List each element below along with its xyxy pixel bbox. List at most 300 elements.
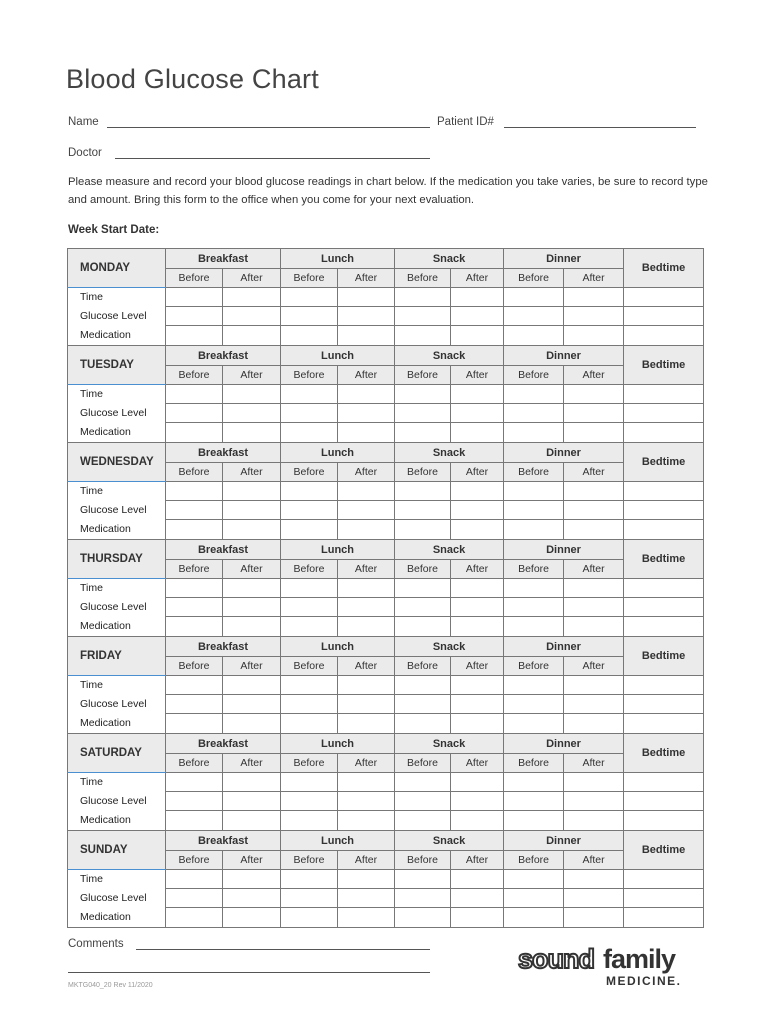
entry-cell[interactable] [504, 482, 564, 501]
table-row [68, 520, 704, 540]
doctor-field[interactable] [115, 158, 430, 159]
entry-cell[interactable] [451, 288, 504, 307]
bedtime-header: Bedtime [624, 346, 704, 385]
entry-cell[interactable] [451, 870, 504, 889]
entry-cell[interactable] [504, 792, 564, 811]
entry-cell[interactable] [451, 326, 504, 346]
table-row [68, 617, 704, 637]
entry-cell[interactable] [281, 773, 338, 792]
table-row [68, 889, 704, 908]
entry-cell[interactable] [564, 870, 624, 889]
entry-cell[interactable] [395, 617, 451, 637]
entry-cell[interactable] [166, 811, 223, 831]
entry-cell[interactable] [395, 423, 451, 443]
entry-cell[interactable] [166, 520, 223, 540]
entry-cell[interactable] [451, 676, 504, 695]
meal-header-breakfast: Breakfast [166, 637, 281, 657]
day-label: THURSDAY [68, 540, 166, 579]
entry-cell[interactable] [395, 695, 451, 714]
entry-cell[interactable] [281, 482, 338, 501]
row-label-medication: Medication [68, 908, 166, 928]
entry-cell[interactable] [166, 385, 223, 404]
name-field[interactable] [107, 127, 430, 128]
entry-cell[interactable] [166, 288, 223, 307]
entry-cell[interactable] [504, 404, 564, 423]
entry-cell[interactable] [624, 617, 704, 637]
after-header: After [223, 269, 281, 288]
table-row [68, 326, 704, 346]
entry-cell[interactable] [564, 908, 624, 928]
entry-cell[interactable] [564, 792, 624, 811]
entry-cell[interactable] [338, 889, 395, 908]
after-header: After [338, 657, 395, 676]
before-header: Before [281, 269, 338, 288]
before-header: Before [281, 851, 338, 870]
entry-cell[interactable] [223, 676, 281, 695]
after-header: After [564, 754, 624, 773]
entry-cell[interactable] [166, 617, 223, 637]
after-header: After [338, 851, 395, 870]
entry-cell[interactable] [624, 579, 704, 598]
entry-cell[interactable] [451, 598, 504, 617]
glucose-table [67, 248, 704, 928]
entry-cell[interactable] [281, 288, 338, 307]
entry-cell[interactable] [564, 307, 624, 326]
entry-cell[interactable] [166, 676, 223, 695]
after-header: After [564, 463, 624, 482]
after-header: After [223, 366, 281, 385]
meal-header-snack: Snack [395, 734, 504, 754]
entry-cell[interactable] [451, 385, 504, 404]
entry-cell[interactable] [624, 811, 704, 831]
patient-id-field[interactable] [504, 127, 696, 128]
entry-cell[interactable] [395, 482, 451, 501]
entry-cell[interactable] [281, 307, 338, 326]
entry-cell[interactable] [338, 288, 395, 307]
entry-cell[interactable] [223, 598, 281, 617]
entry-cell[interactable] [338, 423, 395, 443]
entry-cell[interactable] [166, 870, 223, 889]
entry-cell[interactable] [166, 714, 223, 734]
row-label-medication: Medication [68, 811, 166, 831]
entry-cell[interactable] [395, 288, 451, 307]
entry-cell[interactable] [504, 811, 564, 831]
after-header: After [451, 657, 504, 676]
after-header: After [451, 269, 504, 288]
after-header: After [451, 851, 504, 870]
entry-cell[interactable] [564, 579, 624, 598]
table-row [68, 385, 704, 404]
meal-header-dinner: Dinner [504, 734, 624, 754]
entry-cell[interactable] [223, 520, 281, 540]
day-header-row [68, 249, 704, 269]
entry-cell[interactable] [624, 307, 704, 326]
entry-cell[interactable] [395, 404, 451, 423]
entry-cell[interactable] [624, 773, 704, 792]
sound-family-medicine-logo [518, 940, 708, 992]
entry-cell[interactable] [504, 423, 564, 443]
entry-cell[interactable] [504, 288, 564, 307]
doctor-label: Doctor [68, 147, 102, 159]
bedtime-header: Bedtime [624, 637, 704, 676]
entry-cell[interactable] [451, 617, 504, 637]
entry-cell[interactable] [451, 792, 504, 811]
entry-cell[interactable] [223, 870, 281, 889]
entry-cell[interactable] [395, 307, 451, 326]
entry-cell[interactable] [624, 908, 704, 928]
table-row [68, 598, 704, 617]
entry-cell[interactable] [338, 792, 395, 811]
entry-cell[interactable] [395, 326, 451, 346]
entry-cell[interactable] [281, 423, 338, 443]
bedtime-header: Bedtime [624, 734, 704, 773]
before-header: Before [504, 366, 564, 385]
page-title: Blood Glucose Chart [66, 64, 319, 94]
entry-cell[interactable] [223, 501, 281, 520]
before-header: Before [504, 463, 564, 482]
entry-cell[interactable] [281, 792, 338, 811]
before-header: Before [281, 366, 338, 385]
entry-cell[interactable] [395, 908, 451, 928]
entry-cell[interactable] [166, 579, 223, 598]
entry-cell[interactable] [504, 695, 564, 714]
entry-cell[interactable] [338, 695, 395, 714]
entry-cell[interactable] [624, 695, 704, 714]
entry-cell[interactable] [281, 326, 338, 346]
entry-cell[interactable] [504, 598, 564, 617]
entry-cell[interactable] [504, 714, 564, 734]
after-header: After [451, 560, 504, 579]
entry-cell[interactable] [564, 695, 624, 714]
entry-cell[interactable] [451, 579, 504, 598]
entry-cell[interactable] [338, 617, 395, 637]
entry-cell[interactable] [223, 326, 281, 346]
entry-cell[interactable] [338, 811, 395, 831]
entry-cell[interactable] [338, 520, 395, 540]
entry-cell[interactable] [223, 579, 281, 598]
before-header: Before [504, 560, 564, 579]
entry-cell[interactable] [624, 288, 704, 307]
meal-header-lunch: Lunch [281, 443, 395, 463]
meal-header-dinner: Dinner [504, 443, 624, 463]
entry-cell[interactable] [338, 870, 395, 889]
entry-cell[interactable] [223, 792, 281, 811]
entry-cell[interactable] [451, 908, 504, 928]
row-label-medication: Medication [68, 423, 166, 443]
entry-cell[interactable] [451, 423, 504, 443]
comments-field[interactable] [136, 949, 430, 950]
entry-cell[interactable] [624, 598, 704, 617]
after-header: After [564, 560, 624, 579]
entry-cell[interactable] [338, 714, 395, 734]
day-label: SUNDAY [68, 831, 166, 870]
entry-cell[interactable] [281, 501, 338, 520]
entry-cell[interactable] [564, 326, 624, 346]
entry-cell[interactable] [166, 889, 223, 908]
entry-cell[interactable] [281, 676, 338, 695]
entry-cell[interactable] [504, 617, 564, 637]
entry-cell[interactable] [338, 598, 395, 617]
entry-cell[interactable] [395, 773, 451, 792]
before-header: Before [166, 560, 223, 579]
entry-cell[interactable] [223, 773, 281, 792]
entry-cell[interactable] [166, 501, 223, 520]
entry-cell[interactable] [564, 385, 624, 404]
comments-field-line-2[interactable] [68, 972, 430, 973]
row-label-time: Time [68, 288, 166, 307]
entry-cell[interactable] [624, 792, 704, 811]
entry-cell[interactable] [166, 423, 223, 443]
entry-cell[interactable] [451, 404, 504, 423]
before-header: Before [166, 366, 223, 385]
entry-cell[interactable] [223, 288, 281, 307]
entry-cell[interactable] [624, 482, 704, 501]
day-header-row [68, 831, 704, 851]
entry-cell[interactable] [281, 579, 338, 598]
table-row [68, 792, 704, 811]
entry-cell[interactable] [451, 889, 504, 908]
bedtime-header: Bedtime [624, 540, 704, 579]
entry-cell[interactable] [624, 501, 704, 520]
meal-header-breakfast: Breakfast [166, 831, 281, 851]
entry-cell[interactable] [624, 676, 704, 695]
meal-header-snack: Snack [395, 249, 504, 269]
entry-cell[interactable] [395, 579, 451, 598]
meal-header-dinner: Dinner [504, 346, 624, 366]
entry-cell[interactable] [223, 889, 281, 908]
before-header: Before [395, 754, 451, 773]
entry-cell[interactable] [223, 811, 281, 831]
entry-cell[interactable] [624, 714, 704, 734]
entry-cell[interactable] [223, 695, 281, 714]
before-header: Before [395, 560, 451, 579]
entry-cell[interactable] [223, 617, 281, 637]
entry-cell[interactable] [451, 695, 504, 714]
before-header: Before [166, 851, 223, 870]
entry-cell[interactable] [564, 617, 624, 637]
entry-cell[interactable] [395, 385, 451, 404]
entry-cell[interactable] [166, 792, 223, 811]
entry-cell[interactable] [624, 870, 704, 889]
entry-cell[interactable] [564, 714, 624, 734]
entry-cell[interactable] [281, 520, 338, 540]
entry-cell[interactable] [504, 773, 564, 792]
entry-cell[interactable] [281, 714, 338, 734]
meal-header-snack: Snack [395, 443, 504, 463]
entry-cell[interactable] [223, 714, 281, 734]
entry-cell[interactable] [624, 404, 704, 423]
row-label-glucose-level: Glucose Level [68, 889, 166, 908]
logo-family: family [603, 944, 676, 974]
before-header: Before [395, 463, 451, 482]
entry-cell[interactable] [338, 773, 395, 792]
entry-cell[interactable] [395, 889, 451, 908]
meal-header-dinner: Dinner [504, 831, 624, 851]
day-header-row [68, 637, 704, 657]
entry-cell[interactable] [504, 676, 564, 695]
table-row [68, 773, 704, 792]
entry-cell[interactable] [504, 870, 564, 889]
entry-cell[interactable] [166, 773, 223, 792]
entry-cell[interactable] [624, 520, 704, 540]
entry-cell[interactable] [451, 482, 504, 501]
entry-cell[interactable] [395, 811, 451, 831]
entry-cell[interactable] [395, 501, 451, 520]
entry-cell[interactable] [338, 385, 395, 404]
entry-cell[interactable] [281, 870, 338, 889]
day-label: MONDAY [68, 249, 166, 288]
entry-cell[interactable] [451, 714, 504, 734]
before-header: Before [281, 560, 338, 579]
entry-cell[interactable] [395, 598, 451, 617]
entry-cell[interactable] [564, 404, 624, 423]
entry-cell[interactable] [223, 404, 281, 423]
entry-cell[interactable] [564, 501, 624, 520]
entry-cell[interactable] [338, 908, 395, 928]
meal-header-snack: Snack [395, 346, 504, 366]
entry-cell[interactable] [338, 579, 395, 598]
entry-cell[interactable] [166, 307, 223, 326]
entry-cell[interactable] [451, 520, 504, 540]
meal-header-breakfast: Breakfast [166, 346, 281, 366]
entry-cell[interactable] [504, 908, 564, 928]
entry-cell[interactable] [564, 598, 624, 617]
meal-header-lunch: Lunch [281, 346, 395, 366]
before-header: Before [166, 269, 223, 288]
before-header: Before [166, 754, 223, 773]
entry-cell[interactable] [338, 501, 395, 520]
entry-cell[interactable] [223, 482, 281, 501]
day-label: WEDNESDAY [68, 443, 166, 482]
entry-cell[interactable] [338, 676, 395, 695]
entry-cell[interactable] [504, 385, 564, 404]
entry-cell[interactable] [166, 695, 223, 714]
logo-medicine: MEDICINE. [606, 974, 682, 988]
table-row [68, 714, 704, 734]
entry-cell[interactable] [223, 385, 281, 404]
meal-header-dinner: Dinner [504, 637, 624, 657]
table-row [68, 676, 704, 695]
entry-cell[interactable] [504, 326, 564, 346]
after-header: After [338, 754, 395, 773]
entry-cell[interactable] [624, 423, 704, 443]
row-label-time: Time [68, 676, 166, 695]
meal-header-lunch: Lunch [281, 734, 395, 754]
entry-cell[interactable] [564, 520, 624, 540]
meal-header-dinner: Dinner [504, 249, 624, 269]
entry-cell[interactable] [395, 676, 451, 695]
row-label-glucose-level: Glucose Level [68, 404, 166, 423]
row-label-medication: Medication [68, 617, 166, 637]
entry-cell[interactable] [166, 908, 223, 928]
entry-cell[interactable] [281, 598, 338, 617]
entry-cell[interactable] [624, 326, 704, 346]
table-row [68, 811, 704, 831]
entry-cell[interactable] [564, 811, 624, 831]
entry-cell[interactable] [281, 404, 338, 423]
entry-cell[interactable] [338, 307, 395, 326]
entry-cell[interactable] [504, 307, 564, 326]
before-header: Before [395, 851, 451, 870]
entry-cell[interactable] [395, 520, 451, 540]
row-label-glucose-level: Glucose Level [68, 598, 166, 617]
before-header: Before [281, 657, 338, 676]
entry-cell[interactable] [451, 307, 504, 326]
day-header-row [68, 734, 704, 754]
entry-cell[interactable] [564, 482, 624, 501]
entry-cell[interactable] [223, 307, 281, 326]
row-label-glucose-level: Glucose Level [68, 501, 166, 520]
before-header: Before [395, 366, 451, 385]
entry-cell[interactable] [223, 908, 281, 928]
entry-cell[interactable] [281, 385, 338, 404]
entry-cell[interactable] [166, 326, 223, 346]
form-code: MKTG040_20 Rev 11/2020 [68, 982, 153, 989]
entry-cell[interactable] [451, 811, 504, 831]
entry-cell[interactable] [281, 617, 338, 637]
entry-cell[interactable] [564, 676, 624, 695]
entry-cell[interactable] [504, 520, 564, 540]
entry-cell[interactable] [281, 695, 338, 714]
entry-cell[interactable] [395, 714, 451, 734]
entry-cell[interactable] [564, 423, 624, 443]
after-header: After [338, 560, 395, 579]
before-header: Before [166, 463, 223, 482]
entry-cell[interactable] [166, 404, 223, 423]
row-label-glucose-level: Glucose Level [68, 695, 166, 714]
entry-cell[interactable] [451, 501, 504, 520]
entry-cell[interactable] [564, 288, 624, 307]
entry-cell[interactable] [504, 889, 564, 908]
meal-header-lunch: Lunch [281, 540, 395, 560]
meal-header-breakfast: Breakfast [166, 249, 281, 269]
entry-cell[interactable] [451, 773, 504, 792]
after-header: After [564, 366, 624, 385]
entry-cell[interactable] [338, 482, 395, 501]
instructions: Please measure and record your blood glucose readings in chart below. If the medication you take varies, be sure to record type and amount. Bring this form to the office when you come for your next evaluation. [68, 176, 708, 206]
after-header: After [564, 851, 624, 870]
entry-cell[interactable] [281, 811, 338, 831]
row-label-glucose-level: Glucose Level [68, 307, 166, 326]
entry-cell[interactable] [281, 908, 338, 928]
day-label: FRIDAY [68, 637, 166, 676]
day-header-row [68, 540, 704, 560]
meal-header-lunch: Lunch [281, 249, 395, 269]
entry-cell[interactable] [338, 404, 395, 423]
entry-cell[interactable] [504, 501, 564, 520]
before-header: Before [395, 269, 451, 288]
entry-cell[interactable] [281, 889, 338, 908]
entry-cell[interactable] [166, 598, 223, 617]
entry-cell[interactable] [504, 579, 564, 598]
entry-cell[interactable] [223, 423, 281, 443]
entry-cell[interactable] [624, 385, 704, 404]
entry-cell[interactable] [395, 792, 451, 811]
table-row [68, 404, 704, 423]
entry-cell[interactable] [564, 889, 624, 908]
after-header: After [223, 560, 281, 579]
after-header: After [451, 366, 504, 385]
after-header: After [223, 463, 281, 482]
entry-cell[interactable] [624, 889, 704, 908]
entry-cell[interactable] [564, 773, 624, 792]
meal-header-snack: Snack [395, 540, 504, 560]
entry-cell[interactable] [166, 482, 223, 501]
entry-cell[interactable] [395, 870, 451, 889]
before-header: Before [395, 657, 451, 676]
table-row [68, 695, 704, 714]
entry-cell[interactable] [338, 326, 395, 346]
